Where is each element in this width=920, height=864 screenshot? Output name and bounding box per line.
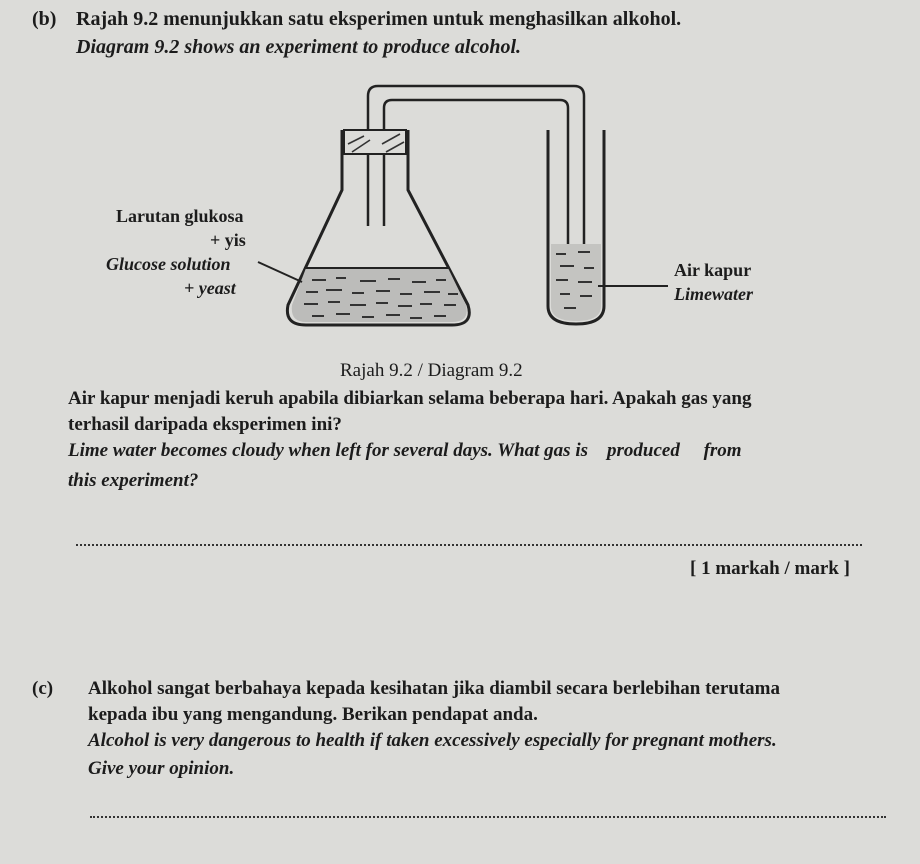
question-b-label: (b)	[32, 8, 57, 30]
marks-b: [ 1 markah / mark ]	[690, 558, 850, 579]
question-c-english-2: Give your opinion.	[88, 758, 235, 779]
question-b-prompt-malay-2: terhasil daripada eksperimen ini?	[68, 414, 342, 435]
answer-line-c[interactable]	[90, 816, 886, 818]
test-tube	[548, 130, 604, 324]
glucose-label-english-2: + yeast	[184, 278, 236, 298]
glucose-label-english-1: Glucose solution	[106, 254, 231, 274]
question-b-prompt-malay-1: Air kapur menjadi keruh apabila dibiarkan selama beberapa hari. Apakah gas yang	[68, 388, 752, 409]
fermentation-apparatus-diagram	[0, 0, 920, 400]
glucose-pointer-line	[258, 262, 302, 282]
question-c-english-1: Alcohol is very dangerous to health if taken excessively especially for pregnant mothers.	[88, 730, 777, 751]
diagram-caption: Rajah 9.2 / Diagram 9.2	[340, 360, 523, 381]
question-b-prompt-english-2: this experiment?	[68, 470, 199, 491]
question-c-malay-1: Alkohol sangat berbahaya kepada kesihatan jika diambil secara berlebihan terutama	[88, 678, 780, 699]
glucose-label-malay-2: + yis	[210, 230, 246, 250]
conical-flask	[287, 130, 469, 325]
question-c-malay-2: kepada ibu yang mengandung. Berikan pendapat anda.	[88, 704, 538, 725]
question-b-text-english: Diagram 9.2 shows an experiment to produce alcohol.	[76, 36, 522, 58]
limewater-label-english: Limewater	[674, 284, 753, 304]
question-c-label: (c)	[32, 678, 54, 699]
question-b-prompt-english-1: Lime water becomes cloudy when left for several days. What gas is produced from	[68, 440, 742, 461]
question-b-text-malay: Rajah 9.2 menunjukkan satu eksperimen untuk menghasilkan alkohol.	[76, 8, 682, 30]
glucose-label-malay-1: Larutan glukosa	[116, 206, 244, 226]
limewater-label-malay: Air kapur	[674, 260, 752, 280]
answer-line-b[interactable]	[76, 544, 862, 546]
